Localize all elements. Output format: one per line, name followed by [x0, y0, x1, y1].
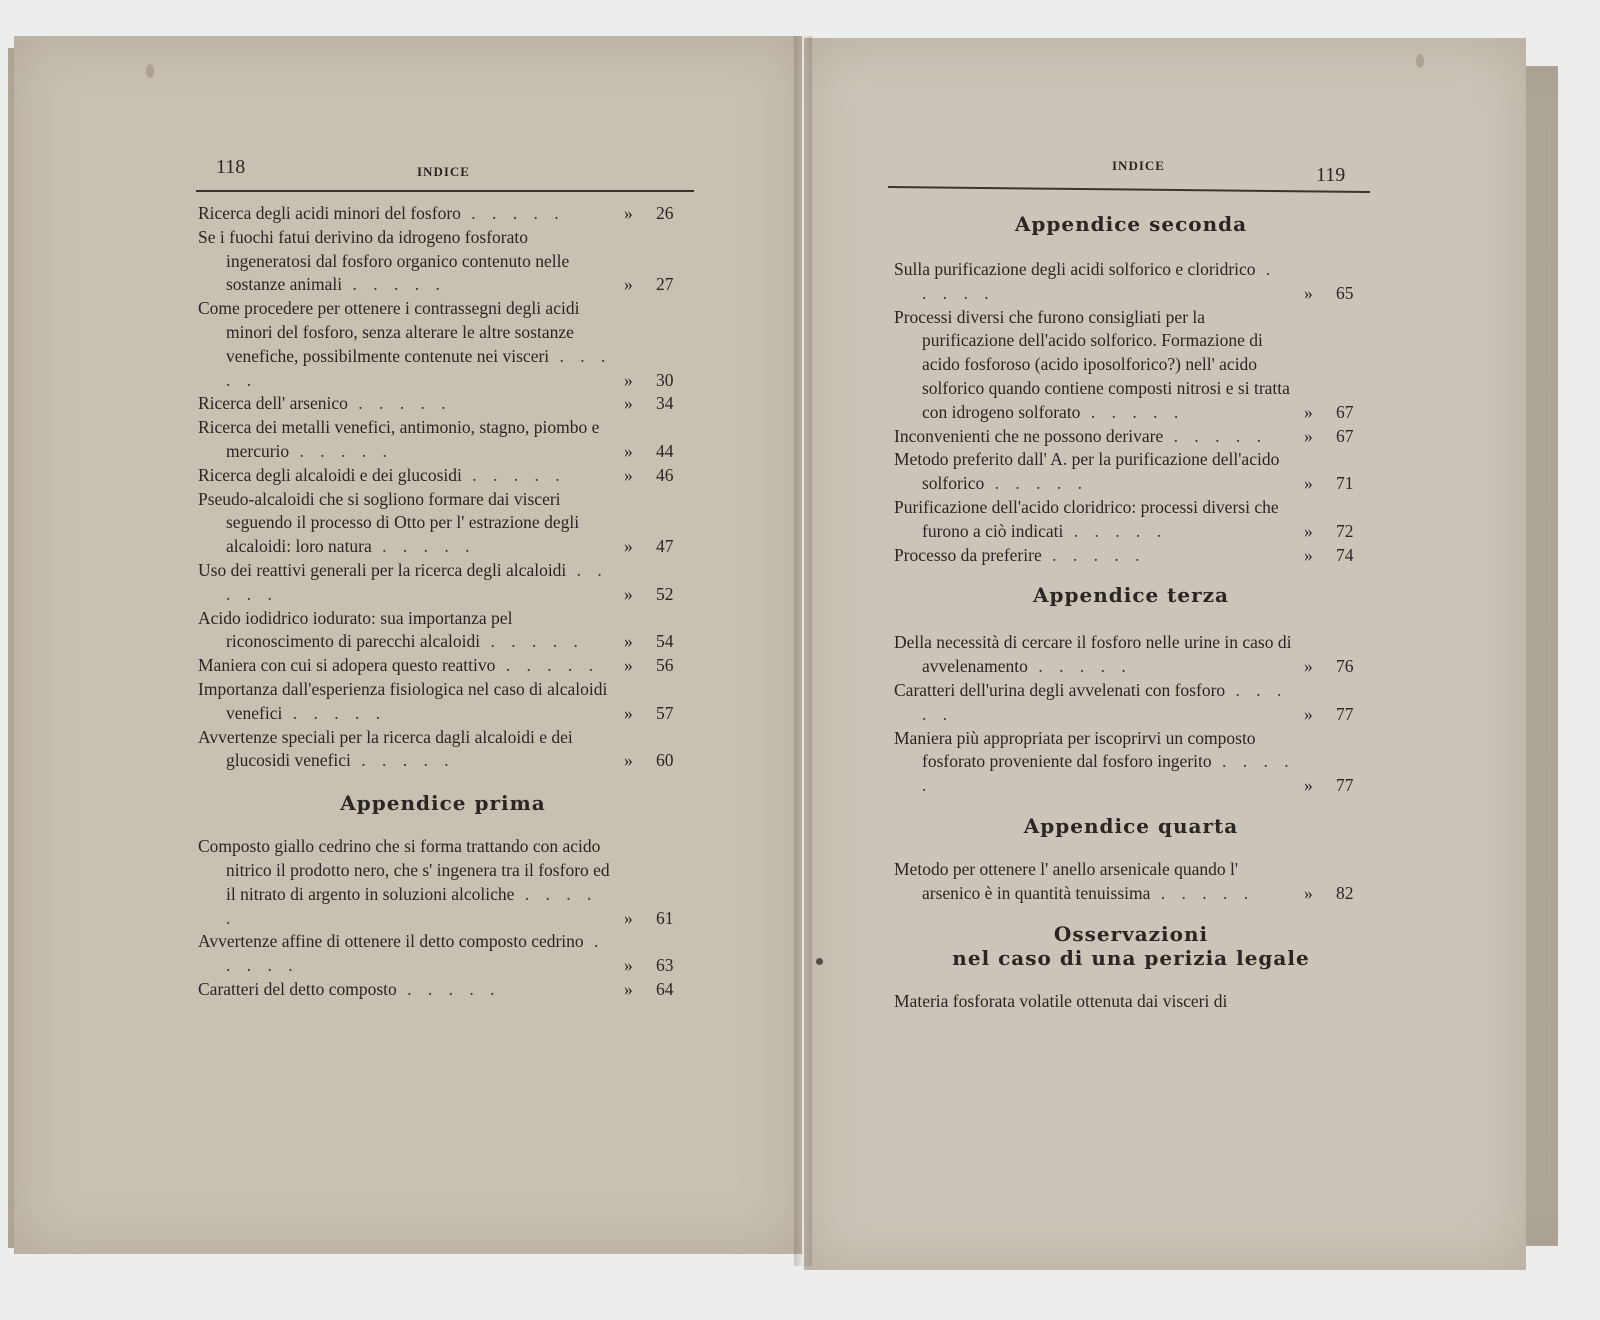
- toc-entry-text: Processi diversi che furono consigliati per la purificazione dell'acido solforico. Formazione di acido fosforoso (acido iposolforico?) nell' acido solforico quando contiene composti nitrosi e si tratta con idrogeno solforato: [894, 306, 1290, 422]
- toc-entry-text: Inconvenienti che ne possono derivare: [894, 425, 1164, 446]
- ditto-mark: »: [1304, 882, 1313, 903]
- toc-page-ref: [624, 907, 688, 931]
- toc-entry-text: Ricerca degli alcaloidi e dei glucosidi: [198, 464, 462, 485]
- toc-entry-text: Sulla purificazione degli acidi solforico e cloridrico: [894, 259, 1256, 279]
- ditto-mark: »: [624, 393, 633, 414]
- dot-leader: . . . . .: [350, 750, 455, 771]
- toc-page-number: 46: [656, 464, 674, 485]
- toc-page-ref: [624, 749, 688, 773]
- appendice-terza-list: [894, 631, 1368, 798]
- toc-entry: [894, 258, 1368, 306]
- toc-page-ref: [624, 583, 688, 607]
- left-header-rule: [196, 190, 694, 192]
- toc-page-number: 71: [1336, 473, 1354, 494]
- page-stain: [1416, 54, 1424, 68]
- toc-entry: [198, 607, 688, 655]
- dot-leader: . . . . .: [1080, 401, 1185, 422]
- ditto-mark: »: [624, 631, 633, 652]
- ditto-mark: »: [1304, 544, 1313, 565]
- toc-entry-text: Avvertenze affine di ottenere il detto composto cedrino: [198, 931, 584, 952]
- toc-page-number: 67: [1336, 401, 1354, 422]
- toc-entry-text: Importanza dall'esperienza fisiologica nel caso di alcaloidi venefici: [198, 678, 608, 723]
- book-gutter: [794, 36, 812, 1266]
- left-page-number: 118: [216, 156, 246, 178]
- toc-page-ref: [1304, 472, 1368, 496]
- toc-entry-text: Uso dei reattivi generali per la ricerca degli alcaloidi: [198, 559, 567, 580]
- dot-leader: . . . . .: [342, 274, 446, 295]
- dot-leader: . . . . .: [984, 473, 1088, 494]
- dot-leader: . . . . .: [289, 440, 393, 461]
- section-appendice-quarta: Appendice quarta: [1023, 813, 1239, 838]
- toc-entry-text: Ricerca degli acidi minori del fosforo: [198, 203, 461, 223]
- dot-leader: . . . . .: [1063, 520, 1168, 541]
- dot-leader: . . . . .: [480, 631, 584, 652]
- left-toc: [198, 202, 688, 1002]
- toc-page-number: 56: [656, 655, 674, 676]
- section-appendice-prima: Appendice prima: [340, 791, 546, 816]
- toc-entry: [198, 978, 688, 1002]
- toc-entry: [198, 678, 688, 726]
- toc-page-number: 77: [1336, 775, 1354, 796]
- dot-leader: . . . . .: [1027, 656, 1132, 677]
- toc-entry: [198, 559, 688, 607]
- toc-entry-text: Se i fuochi fatui derivino da idrogeno fosforato ingeneratosi dal fosforo organico contenuto nelle sostanze animali: [198, 226, 570, 295]
- section-osservazioni-title: Osservazioni: [1053, 921, 1209, 946]
- toc-page-ref: [1304, 425, 1368, 449]
- toc-entry-text: Maniera con cui si adopera questo reattivo: [198, 655, 496, 676]
- toc-page-number: 26: [656, 203, 674, 223]
- toc-entry-text: Della necessità di cercare il fosforo nelle urine in caso di avvelenamento: [894, 632, 1292, 677]
- toc-page-ref: [624, 369, 688, 393]
- ditto-mark: »: [624, 655, 633, 676]
- toc-page-ref: [1304, 774, 1368, 798]
- toc-entry-text: Materia fosforata volatile ottenuta dai visceri di: [894, 990, 1228, 1011]
- dot-leader: . . . . .: [922, 679, 1288, 724]
- toc-page-number: 54: [656, 631, 674, 652]
- ditto-mark: »: [1304, 401, 1313, 422]
- ditto-mark: »: [1304, 473, 1313, 494]
- toc-page-number: 47: [656, 536, 674, 557]
- toc-entry: [198, 654, 688, 678]
- section-appendice-seconda: Appendice seconda: [1014, 212, 1248, 236]
- toc-page-number: 30: [656, 369, 674, 390]
- page-stain: [146, 64, 154, 78]
- ditto-mark: »: [1304, 425, 1313, 446]
- toc-page-ref: [624, 464, 688, 488]
- dot-leader: . . . . .: [1150, 882, 1255, 903]
- ditto-mark: »: [624, 907, 633, 928]
- ditto-mark: »: [624, 274, 633, 295]
- toc-page-number: 34: [656, 393, 674, 414]
- toc-page-ref: [1304, 882, 1368, 906]
- toc-page-number: 63: [656, 955, 674, 976]
- dot-leader: . . . . .: [1163, 425, 1267, 446]
- toc-page-number: 44: [656, 440, 674, 461]
- left-entries-list: [198, 202, 688, 773]
- toc-page-number: 57: [656, 702, 674, 723]
- toc-entry-text: Acido iodidrico iodurato: sua importanza pel riconoscimento di parecchi alcaloidi: [198, 607, 513, 652]
- toc-page-ref: [1304, 282, 1368, 306]
- ditto-mark: »: [624, 750, 633, 771]
- toc-entry: [894, 425, 1368, 449]
- toc-entry-text: Composto giallo cedrino che si forma trattando con acido nitrico il prodotto nero, che s' ingenera tra il fosforo ed il nitrato di argento in soluzioni alcoliche: [198, 836, 610, 904]
- toc-entry: [198, 835, 688, 930]
- ditto-mark: »: [1304, 282, 1313, 303]
- toc-entry-text: Come procedere per ottenere i contrassegni degli acidi minori del fosforo, senza alterare le altre sostanze venefiche, possibilmente contenute nei visceri: [198, 298, 580, 366]
- toc-page-ref: [624, 273, 688, 297]
- right-page-number: 119: [1316, 164, 1346, 186]
- dot-leader: . . . . .: [226, 559, 608, 604]
- dot-leader: . . . . .: [226, 931, 605, 976]
- toc-entry: [198, 726, 688, 774]
- ditto-mark: »: [1304, 775, 1313, 796]
- toc-page-number: 74: [1336, 544, 1354, 565]
- toc-entry: [198, 202, 688, 226]
- toc-entry: [198, 416, 688, 464]
- ditto-mark: »: [624, 583, 633, 604]
- ditto-mark: »: [624, 955, 633, 976]
- toc-page-ref: [624, 535, 688, 559]
- ditto-mark: »: [624, 464, 633, 485]
- toc-entry: [894, 631, 1368, 679]
- toc-entry-text: Ricerca dell' arsenico: [198, 393, 348, 414]
- toc-entry: [894, 306, 1368, 425]
- dot-leader: . . . . .: [226, 345, 612, 390]
- toc-entry: [894, 448, 1368, 496]
- toc-entry-text: Caratteri dell'urina degli avvelenati con fosforo: [894, 679, 1226, 700]
- toc-page-ref: [624, 630, 688, 654]
- dot-leader: . . . . .: [922, 751, 1295, 796]
- ditto-mark: »: [624, 203, 633, 223]
- toc-entry: [894, 496, 1368, 544]
- toc-page-number: 77: [1336, 703, 1354, 724]
- toc-page-number: 65: [1336, 282, 1354, 303]
- dot-leader: . . . . .: [495, 655, 600, 676]
- ditto-mark: »: [624, 536, 633, 557]
- toc-page-ref: [1304, 544, 1368, 568]
- section-appendice-terza: Appendice terza: [1032, 583, 1229, 608]
- toc-page-ref: [624, 654, 688, 678]
- toc-page-number: 64: [656, 978, 674, 999]
- toc-page-ref: [624, 440, 688, 464]
- dot-leader: . . . . .: [461, 464, 566, 485]
- toc-entry-text: Metodo preferito dall' A. per la purificazione dell'acido solforico: [894, 449, 1280, 494]
- toc-page-ref: [1304, 655, 1368, 679]
- toc-entry-text: Pseudo-alcaloidi che si sogliono formare dai visceri seguendo il processo di Otto per l' estrazione degli alcaloidi: loro natura: [198, 488, 580, 557]
- toc-entry-text: Avvertenze speciali per la ricerca dagli alcaloidi e dei glucosidi venefici: [198, 726, 573, 771]
- toc-page-ref: [624, 702, 688, 726]
- toc-entry: [894, 990, 1368, 1014]
- section-osservazioni-subtitle: nel caso di una perizia legale: [952, 945, 1310, 970]
- ditto-mark: »: [624, 440, 633, 461]
- ditto-mark: »: [1304, 656, 1313, 677]
- ditto-mark: »: [624, 978, 633, 999]
- toc-entry: [198, 488, 688, 559]
- toc-page-ref: [624, 202, 688, 226]
- toc-entry-text: Caratteri del detto composto: [198, 978, 397, 999]
- toc-page-ref: [1304, 401, 1368, 425]
- toc-page-number: 61: [656, 907, 674, 928]
- page-stain: [816, 958, 823, 965]
- toc-page-number: 27: [656, 274, 674, 295]
- dot-leader: . . . . .: [226, 883, 598, 928]
- appendice-prima-list: [198, 835, 688, 1002]
- dot-leader: . . . . .: [396, 978, 501, 999]
- toc-entry-text: Processo da preferire: [894, 544, 1042, 565]
- right-toc: [894, 212, 1368, 1013]
- toc-entry: [894, 727, 1368, 798]
- toc-entry: [198, 464, 688, 488]
- ditto-mark: »: [624, 369, 633, 390]
- toc-entry: [894, 544, 1368, 568]
- toc-page-number: 76: [1336, 656, 1354, 677]
- dot-leader: . . . . .: [460, 203, 565, 223]
- appendice-quarta-list: [894, 858, 1368, 906]
- left-running-head: INDICE: [417, 164, 470, 179]
- toc-entry-text: Purificazione dell'acido cloridrico: processi diversi che furono a ciò indicati: [894, 496, 1279, 541]
- toc-page-ref: [1304, 520, 1368, 544]
- toc-entry: [198, 297, 688, 392]
- toc-page-number: 60: [656, 750, 674, 771]
- toc-entry: [198, 226, 688, 297]
- toc-entry: [894, 679, 1368, 727]
- dot-leader: . . . . .: [922, 259, 1277, 303]
- dot-leader: . . . . .: [282, 702, 387, 723]
- toc-entry: [198, 930, 688, 978]
- toc-entry-text: Maniera più appropriata per iscoprirvi un composto fosforato proveniente dal fosforo ingerito: [894, 727, 1256, 772]
- right-running-head: INDICE: [1112, 158, 1165, 173]
- toc-page-ref: [624, 954, 688, 978]
- toc-page-number: 82: [1336, 882, 1354, 903]
- toc-page-number: 52: [656, 583, 674, 604]
- ditto-mark: »: [1304, 703, 1313, 724]
- toc-page-number: 67: [1336, 425, 1354, 446]
- appendice-seconda-list: [894, 258, 1368, 567]
- toc-page-ref: [624, 392, 688, 416]
- toc-entry-text: Ricerca dei metalli venefici, antimonio, stagno, piombo e mercurio: [198, 417, 600, 461]
- ditto-mark: »: [1304, 520, 1313, 541]
- toc-entry: [894, 858, 1368, 906]
- ditto-mark: »: [624, 702, 633, 723]
- toc-entry: [198, 392, 688, 416]
- dot-leader: . . . . .: [371, 536, 476, 557]
- toc-page-number: 72: [1336, 520, 1354, 541]
- toc-page-ref: [624, 978, 688, 1002]
- dot-leader: . . . . .: [1041, 544, 1146, 565]
- toc-entry-text: Metodo per ottenere l' anello arsenicale quando l' arsenico è in quantità tenuissima: [894, 858, 1239, 903]
- dot-leader: . . . . .: [347, 393, 452, 414]
- toc-page-ref: [1304, 703, 1368, 727]
